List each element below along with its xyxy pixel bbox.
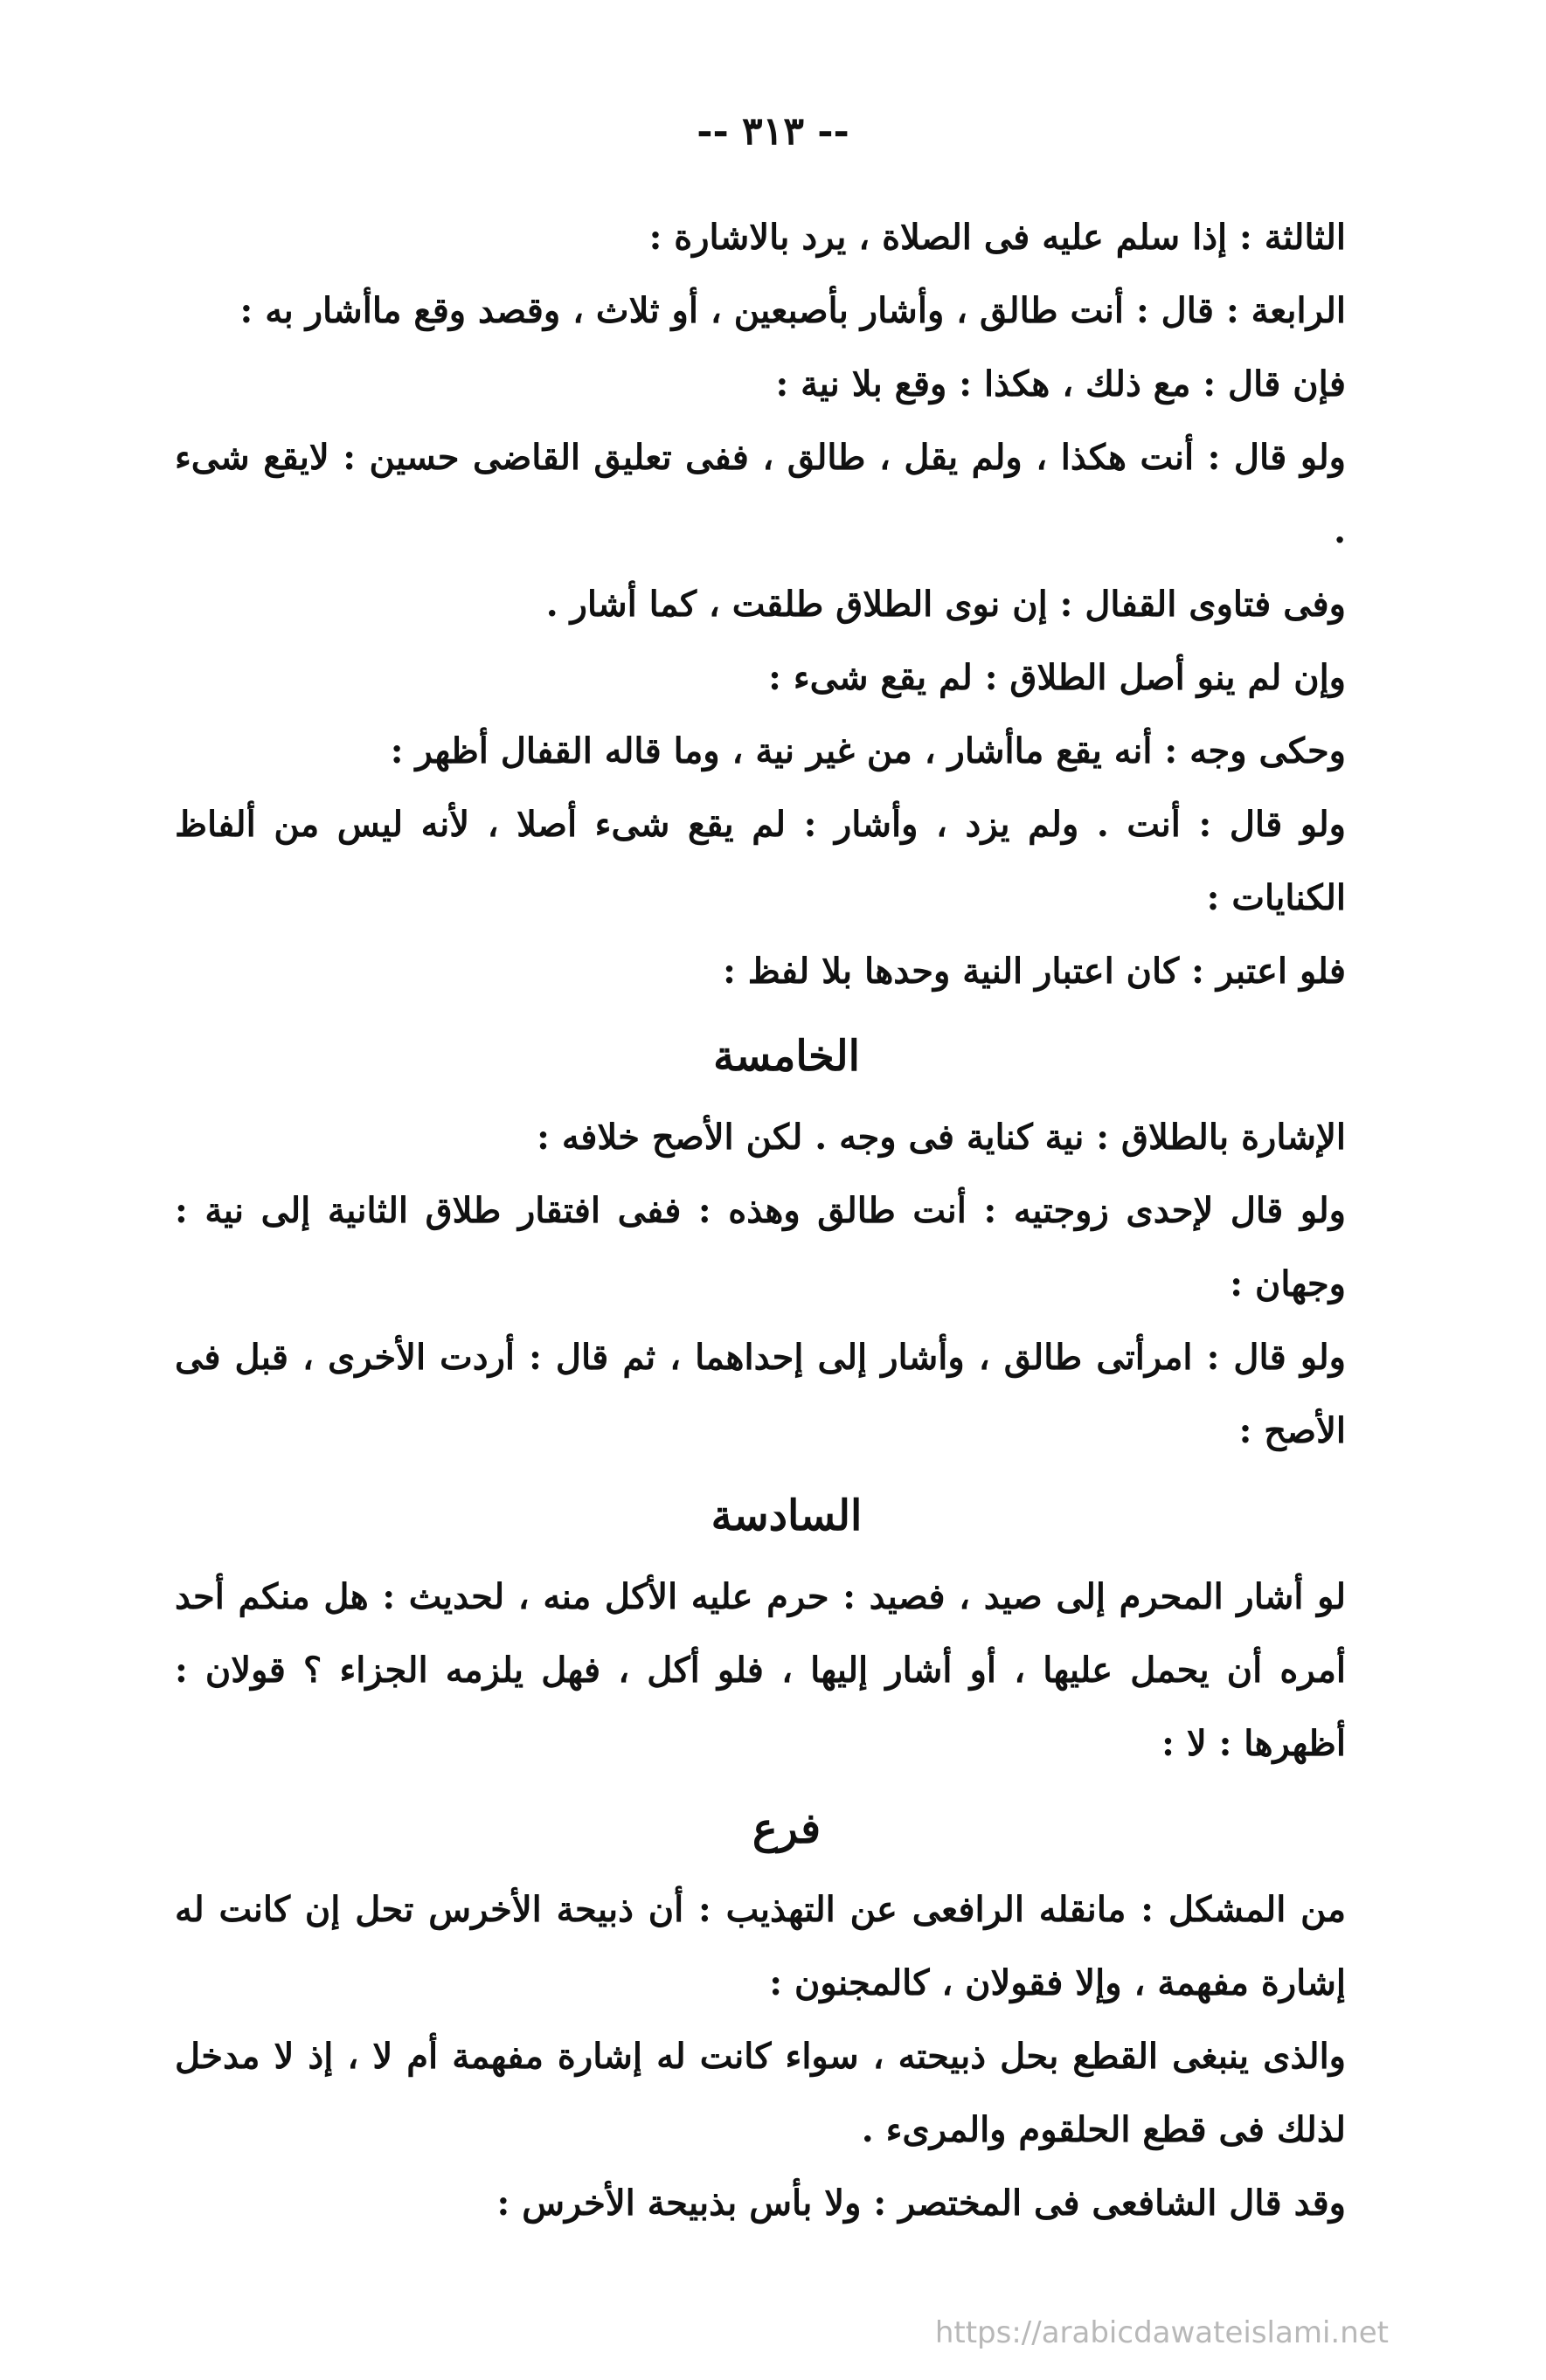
paragraph: والذى ينبغى القطع بحل ذبيحته ، سواء كانت له إشارة مفهمة أم لا ، إذ لا مدخل لذلك فى قطع الحلقوم والمرىء . <box>175 2036 1346 2150</box>
paragraph: من المشكل : مانقله الرافعى عن التهذيب : أن ذبيحة الأخرس تحل إن كانت له إشارة مفهمة ، وإلا فقولان ، كالمجنون : <box>175 1889 1346 2003</box>
paragraph: وقد قال الشافعى فى المختصر : ولا بأس بذبيحة الأخرس : <box>496 2183 1346 2224</box>
section-heading: فرع <box>752 1804 822 1853</box>
paragraph: فإن قال : مع ذلك ، هكذا : وقع بلا نية : <box>775 363 1346 405</box>
paragraph: ولو قال : أنت هكذا ، ولم يقل ، طالق ، ففى تعليق القاضى حسين : لايقع شىء . <box>175 437 1346 551</box>
page-number: -- ٣١٣ -- <box>697 109 849 154</box>
paragraph: الثالثة : إذا سلم عليه فى الصلاة ، يرد بالاشارة : <box>648 217 1346 258</box>
paragraph: ولو قال لإحدى زوجتيه : أنت طالق وهذه : ففى افتقار طلاق الثانية إلى نية : وجهان : <box>175 1190 1346 1304</box>
paragraph: وإن لم ينو أصل الطلاق : لم يقع شىء : <box>768 657 1346 698</box>
paragraph: الرابعة : قال : أنت طالق ، وأشار بأصبعين ، أو ثلاث ، وقصد وقع ماأشار به : <box>239 290 1346 331</box>
paragraph: وفى فتاوى القفال : إن نوى الطلاق طلقت ، كما أشار . <box>545 584 1346 625</box>
section-heading: الخامسة <box>713 1032 860 1081</box>
paragraph: لو أشار المحرم إلى صيد ، فصيد : حرم عليه الأكل منه ، لحديث : هل منكم أحد أمره أن يحمل عليها ، أو أشار إليها ، فلو أكل ، فهل يلزمه الجزاء ؟ قولان : أظهرها : لا : <box>175 1576 1346 1764</box>
paragraph: وحكى وجه : أنه يقع ماأشار ، من غير نية ، وما قاله القفال أظهر : <box>390 730 1346 771</box>
paragraph: ولو قال : أنت . ولم يزد ، وأشار : لم يقع شىء أصلا ، لأنه ليس من ألفاظ الكنايات : <box>175 804 1346 918</box>
paragraph: الإشارة بالطلاق : نية كناية فى وجه . لكن الأصح خلافه : <box>537 1117 1346 1158</box>
body-text <box>175 201 1398 2240</box>
section-heading: السادسة <box>711 1491 863 1540</box>
paragraph: فلو اعتبر : كان اعتبار النية وحدها بلا لفظ : <box>723 951 1346 992</box>
source-watermark: https://arabicdawateislami.net <box>934 2315 1389 2350</box>
paragraph: ولو قال : امرأتى طالق ، وأشار إلى إحداهما ، ثم قال : أردت الأخرى ، قبل فى الأصح : <box>175 1337 1346 1451</box>
